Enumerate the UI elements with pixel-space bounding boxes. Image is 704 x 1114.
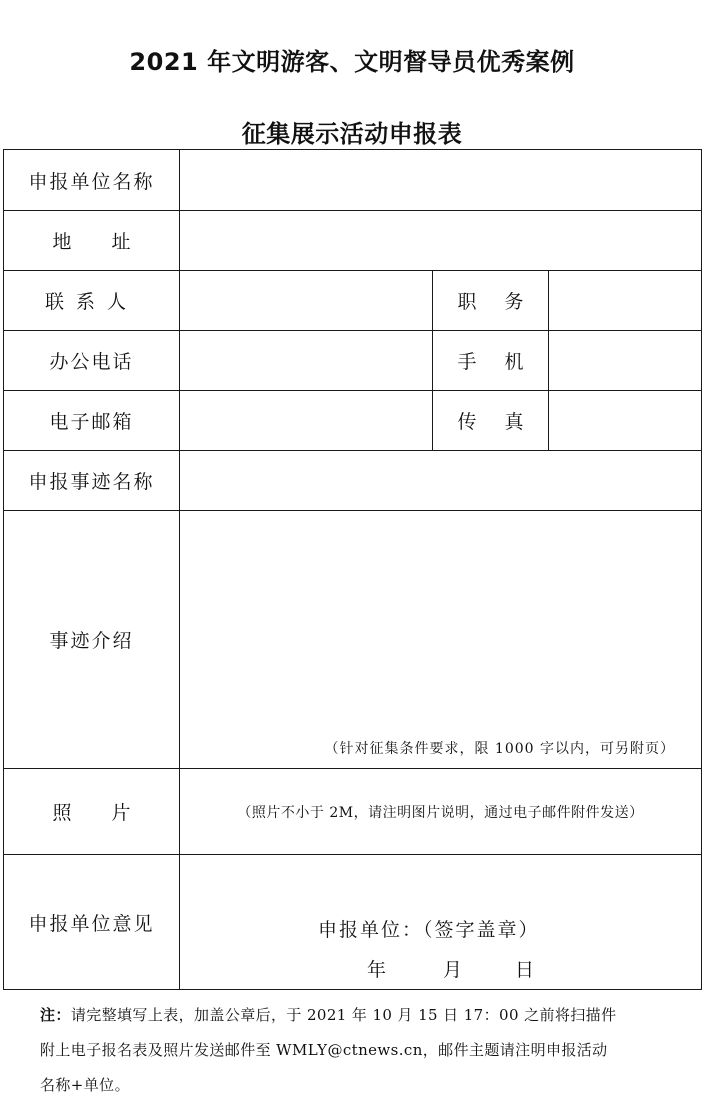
- position-field[interactable]: [549, 271, 702, 331]
- footnote-lead: 注：: [40, 1006, 71, 1024]
- row-office-phone: [4, 331, 702, 391]
- photo-field[interactable]: [180, 769, 702, 855]
- email-field[interactable]: [180, 391, 433, 451]
- row-contact: [4, 271, 702, 331]
- fax-field[interactable]: [549, 391, 702, 451]
- row-applicant-unit: [4, 150, 702, 211]
- mobile-label-text: 手机: [457, 351, 552, 373]
- page-title-line2: 征集展示活动申报表: [241, 120, 463, 148]
- footnote-line3: 名称+单位。: [40, 1076, 130, 1094]
- opinion-box: [180, 855, 701, 989]
- mobile-label: [433, 331, 552, 391]
- position-label-text: 职务: [457, 291, 552, 313]
- date-month: 月: [443, 959, 463, 981]
- applicant-unit-field[interactable]: [180, 150, 702, 211]
- deed-intro-label-text: 事迹介绍: [49, 630, 134, 652]
- footnote-line1: [40, 998, 676, 1033]
- footnote-line1-text: 请完整填写上表，加盖公章后，于 2021 年 10 月 15 日 17：00 之前将扫描件: [70, 1006, 617, 1024]
- page-title-line1: 2021 年文明游客、文明督导员优秀案例: [129, 48, 575, 76]
- opinion-field[interactable]: [180, 855, 702, 990]
- footnote-line2: 附上电子报名表及照片发送邮件至 WMLY@ctnews.cn，邮件主题请注明申报活动: [40, 1041, 608, 1059]
- fax-label: [433, 391, 552, 451]
- address-label-text: 地址: [52, 231, 171, 253]
- deed-intro-field[interactable]: [180, 511, 702, 769]
- applicant-unit-label-text: 申报单位名称: [28, 170, 155, 193]
- address-field[interactable]: [180, 211, 702, 271]
- contact-label: [4, 271, 180, 331]
- deed-name-field[interactable]: [180, 451, 702, 511]
- deed-name-label: [4, 451, 180, 511]
- row-photo: [4, 769, 702, 855]
- opinion-date: [367, 955, 534, 982]
- date-day: 日: [515, 959, 535, 981]
- row-address: [4, 211, 702, 271]
- row-email: [4, 391, 702, 451]
- deed-intro-note: （针对征集条件要求，限 1000 字以内，可另附页）: [324, 741, 676, 757]
- office-phone-label: [4, 331, 180, 391]
- applicant-unit-label: [4, 150, 180, 211]
- photo-label: [4, 769, 180, 855]
- row-opinion: [4, 855, 702, 990]
- fax-label-text: 传真: [457, 411, 552, 433]
- position-label: [433, 271, 552, 331]
- footnote: [40, 998, 676, 1103]
- deed-name-label-text: 申报事迹名称: [28, 471, 155, 493]
- photo-label-text: 照片: [52, 802, 171, 824]
- mobile-field[interactable]: [549, 331, 702, 391]
- date-year: 年: [367, 959, 387, 981]
- row-deed-intro: [4, 511, 702, 769]
- email-label: [4, 391, 180, 451]
- opinion-label: [4, 855, 180, 990]
- opinion-label-text: 申报单位意见: [28, 912, 155, 935]
- photo-note: （照片不小于 2M，请注明图片说明，通过电子邮件附件发送）: [237, 804, 644, 821]
- application-form-table: [3, 149, 702, 990]
- deed-intro-label: [4, 511, 180, 769]
- opinion-sign-text: 申报单位：（签字盖章）: [318, 919, 540, 941]
- contact-label-text: 联系人: [44, 291, 138, 313]
- office-phone-field[interactable]: [180, 331, 433, 391]
- address-label: [4, 211, 180, 271]
- row-deed-name: [4, 451, 702, 511]
- application-form: [3, 149, 702, 990]
- email-label-text: 电子邮箱: [49, 411, 134, 433]
- office-phone-label-text: 办公电话: [49, 351, 134, 373]
- contact-field[interactable]: [180, 271, 433, 331]
